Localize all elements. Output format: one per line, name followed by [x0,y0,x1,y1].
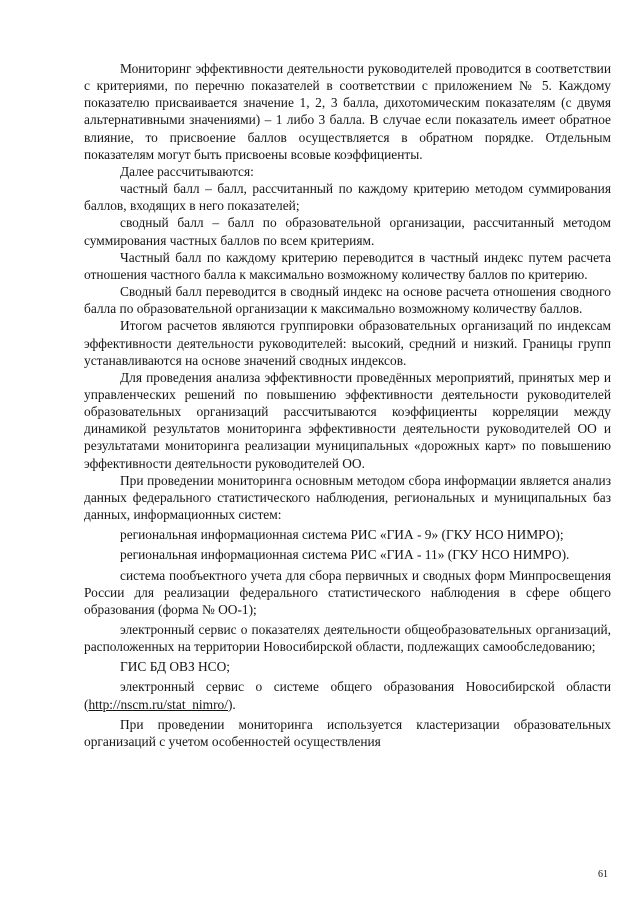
paragraph-ris-gia-9: региональная информационная система РИС «ГИА - 9» (ГКУ НСО НИМРО); [120,527,564,543]
paragraph-calculated-intro: Далее рассчитываются: [120,163,254,179]
paragraph-education-system-service [84,678,611,712]
paragraph-self-examination-service: электронный сервис о показателях деятельности общеобразовательных организаций, расположенных на территории Новосибирской области, подлежащих самообследованию; [84,622,611,655]
paragraph-partial-index: Частный балл по каждому критерию переводится в частный индекс путем расчета отношения частного балла к максимально возможному количеству баллов по критерию. [84,249,611,282]
paragraph-clustering: При проведении мониторинга используется кластеризации образовательных организаций с учетом особенностей осуществления [84,716,611,749]
service-text-after: ). [227,696,236,712]
paragraph-summary-score: сводный балл – балл по образовательной организации, рассчитанный методом суммирования частных баллов по всем критериям. [84,215,611,248]
paragraph-data-collection: При проведении мониторинга основным методом сбора информации является анализ данных федерального статистического наблюдения, региональных и муниципальных баз данных, информационных систем: [84,472,611,523]
page-number: 61 [598,869,608,880]
paragraph-summary-index: Сводный балл переводится в сводный индекс на основе расчета отношения сводного балла по образовательной организации к максимально возможному количеству баллов. [84,284,611,317]
paragraph-gis-bd-ovz: ГИС БД ОВЗ НСО; [120,659,231,675]
nimro-stat-link[interactable]: http://nscm.ru/stat_nimro/ [88,696,228,712]
paragraph-correlation-analysis: Для проведения анализа эффективности проведённых мероприятий, принятых мер и управленческих решений по повышению эффективности деятельности руководителей образовательных организаций рассчитываются коэффициенты корреляции между динамикой результатов мониторинга эффективности деятельности руководителей ОО и результатами мониторинга реализации муниципальных «дорожных карт» по повышению эффективности деятельности руководителей ОО. [84,369,611,471]
paragraph-oo1-form-system: система пообъектного учета для сбора первичных и сводных форм Минпросвещения России для реализации федерального статистического наблюдения в сфере общего образования (форма № ОО-1); [84,567,611,617]
paragraph-partial-score: частный балл – балл, рассчитанный по каждому критерию методом суммирования баллов, входящих в него показателей; [84,181,611,214]
document-body [84,60,611,750]
paragraph-grouping: Итогом расчетов являются группировки образовательных организаций по индексам эффективности деятельности руководителей: высокий, средний и низкий. Границы групп устанавливаются на основе значений сводных индексов. [84,318,611,368]
paragraph-ris-gia-11: региональная информационная система РИС «ГИА - 11» (ГКУ НСО НИМРО). [120,547,570,563]
paragraph-monitoring-criteria: Мониторинг эффективности деятельности руководителей проводится в соответствии с критериями, по перечню показателей в соответствии с приложением № 5. Каждому показателю присваивается значение 1, 2, 3 балла, дихотомическим показателям (с двумя альтернативными значениями) – 1 либо 3 балла. В случае если показатель имеет обратное влияние, то присвоение баллов осуществляется в обратном порядке. Отдельным показателям могут быть присвоены всовые коэффициенты. [84,61,611,162]
service-text-before: электронный сервис о системе общего образования Новосибирской области ( [84,679,611,712]
